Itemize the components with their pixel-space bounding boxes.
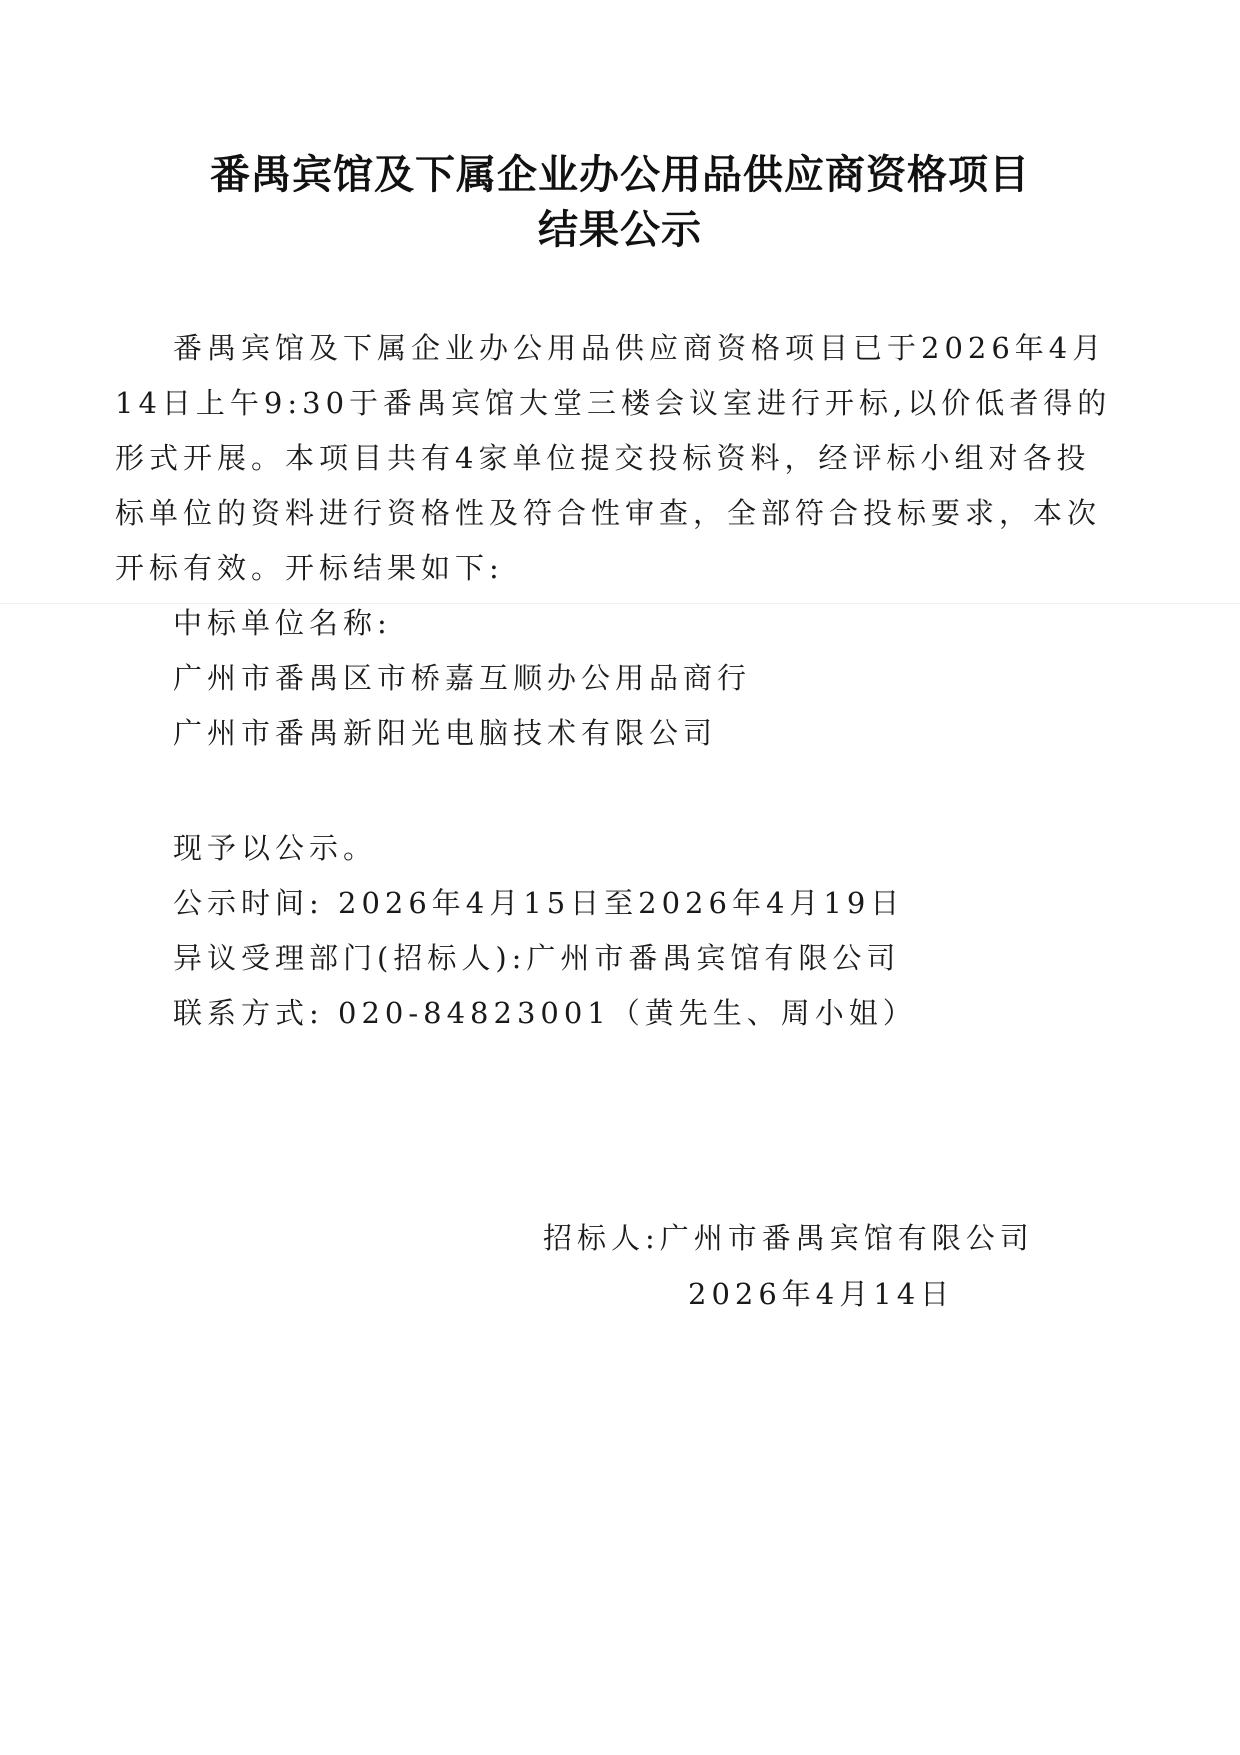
document-title-line-2: 结果公示 (538, 207, 702, 253)
body-paragraph-line-5: 开标有效。开标结果如下: (115, 551, 504, 585)
winner-item-1: 广州市番禺区市桥嘉互顺办公用品商行 (173, 661, 752, 695)
body-paragraph-line-3: 形式开展。本项目共有4家单位提交投标资料，经评标小组对各投 (115, 441, 1091, 475)
contact-info: 联系方式: 020-84823001（黄先生、周小姐） (173, 996, 917, 1030)
scan-fold-line (0, 603, 1240, 604)
body-paragraph-line-4: 标单位的资料进行资格性及符合性审查，全部符合投标要求，本次 (115, 496, 1102, 530)
objection-department: 异议受理部门(招标人):广州市番禺宾馆有限公司 (173, 941, 901, 975)
winner-item-2: 广州市番禺新阳光电脑技术有限公司 (173, 716, 718, 750)
document-title-line-1: 番禺宾馆及下属企业办公用品供应商资格项目 (210, 152, 1030, 198)
winners-label: 中标单位名称: (173, 606, 392, 640)
publicity-period: 公示时间: 2026年4月15日至2026年4月19日 (173, 886, 905, 920)
issuer-signature: 招标人:广州市番禺宾馆有限公司 (543, 1221, 1034, 1255)
issue-date: 2026年4月14日 (688, 1277, 955, 1311)
body-paragraph-line-1: 番禺宾馆及下属企业办公用品供应商资格项目已于2026年4月 (173, 331, 1107, 365)
announce-text: 现予以公示。 (173, 831, 378, 865)
body-paragraph-line-2: 14日上午9:30于番禺宾馆大堂三楼会议室进行开标,以价低者得的 (115, 386, 1112, 420)
